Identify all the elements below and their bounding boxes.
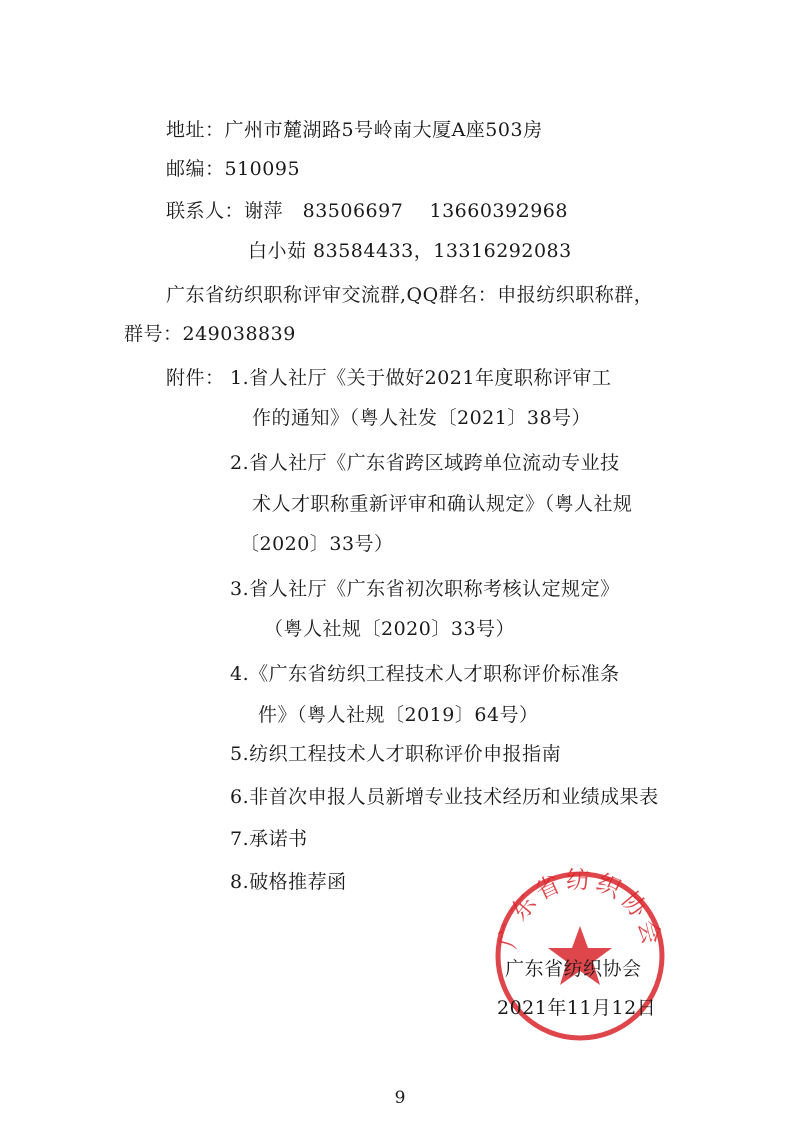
attachment-item-4: 4.《广东省纺织工程技术人才职称评价标准条 — [230, 663, 620, 685]
attachment-item-8: 8.破格推荐函 — [230, 871, 347, 893]
attachment-item-2-cont: 术人才职称重新评审和确认规定》（粤人社规 — [252, 493, 633, 515]
qq-group-line: 广东省纺织职称评审交流群,QQ群名：申报纺织职称群， — [166, 284, 654, 306]
attachment-item-4-cont: 件》（粤人社规〔2019〕64号） — [258, 704, 539, 726]
attachments-label: 附件： — [166, 367, 225, 389]
contact-person-line-2: 白小茹 83584433，13316292083 — [248, 240, 572, 262]
attachment-item-6: 6.非首次申报人员新增专业技术经历和业绩成果表 — [230, 786, 659, 808]
attachment-item-2-cont-2: 〔2020〕33号） — [240, 533, 394, 555]
contact-person-line: 联系人：谢萍 83506697 13660392968 — [166, 200, 568, 222]
attachment-item-1-cont: 作的通知》（粤人社发〔2021〕38号） — [252, 407, 592, 429]
attachment-item-1: 1.省人社厅《关于做好2021年度职称评审工 — [230, 367, 612, 389]
page-number: 9 — [394, 1088, 406, 1108]
qq-group-number-line: 群号：249038839 — [124, 323, 296, 345]
address-line: 地址：广州市麓湖路5号岭南大厦A座503房 — [166, 119, 543, 141]
attachment-item-3-cont: （粤人社规〔2020〕33号） — [264, 618, 516, 640]
postcode-line: 邮编：510095 — [166, 158, 301, 180]
attachment-item-3: 3.省人社厅《广东省初次职称考核认定规定》 — [230, 578, 620, 600]
seal-text: 广东省纺织协会 — [493, 868, 667, 952]
attachment-item-7: 7.承诺书 — [230, 828, 308, 850]
attachment-item-5: 5.纺织工程技术人才职称评价申报指南 — [230, 743, 562, 765]
attachment-item-2: 2.省人社厅《广东省跨区域跨单位流动专业技 — [230, 452, 620, 474]
issue-date: 2021年11月12日 — [497, 997, 657, 1019]
issuing-organization: 广东省纺织协会 — [505, 958, 642, 980]
